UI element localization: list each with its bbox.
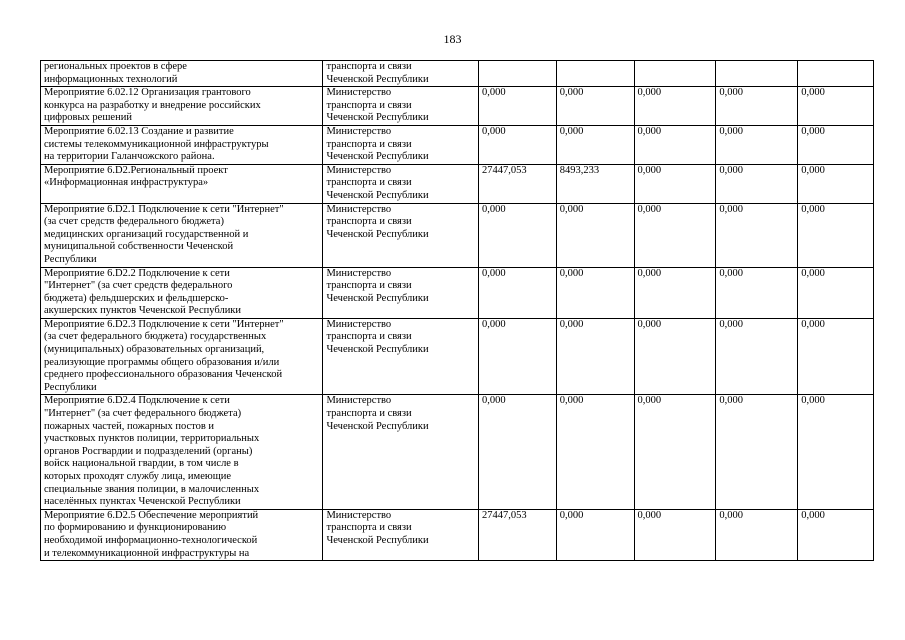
value-cell bbox=[478, 61, 556, 87]
value-cell: 0,000 bbox=[556, 509, 634, 560]
value-cell: 0,000 bbox=[478, 203, 556, 267]
value-cell: 0,000 bbox=[634, 267, 716, 318]
value-cell: 0,000 bbox=[716, 509, 798, 560]
executor-cell: Министерство транспорта и связи Чеченской Республики bbox=[323, 267, 479, 318]
measure-cell: Мероприятие 6.D2.3 Подключение к сети "Интернет" (за счет федерального бюджета) государственных (муниципальных) образовательных организаций, реализующие программы общего образования и/или среднего профессионального образования Чеченской Республики bbox=[41, 318, 323, 395]
table-row bbox=[41, 203, 874, 267]
value-cell: 0,000 bbox=[798, 509, 874, 560]
value-cell: 0,000 bbox=[634, 395, 716, 509]
table-row bbox=[41, 395, 874, 509]
value-cell: 0,000 bbox=[634, 318, 716, 395]
measure-cell: региональных проектов в сфере информационных технологий bbox=[41, 61, 323, 87]
measure-cell: Мероприятие 6.02.13 Создание и развитие системы телекоммуникационной инфраструктуры на территории Галанчожского района. bbox=[41, 125, 323, 164]
value-cell: 0,000 bbox=[798, 267, 874, 318]
value-cell: 0,000 bbox=[798, 318, 874, 395]
value-cell: 27447,053 bbox=[478, 509, 556, 560]
value-cell: 0,000 bbox=[716, 203, 798, 267]
table-row bbox=[41, 164, 874, 203]
table-row bbox=[41, 125, 874, 164]
value-cell: 0,000 bbox=[716, 395, 798, 509]
executor-cell: Министерство транспорта и связи Чеченской Республики bbox=[323, 164, 479, 203]
value-cell: 0,000 bbox=[716, 87, 798, 126]
measure-cell: Мероприятие 6.D2.5 Обеспечение мероприятий по формированию и функционированию необходимой информационно-технологической и телекоммуникационной инфраструктуры на bbox=[41, 509, 323, 560]
executor-cell: транспорта и связи Чеченской Республики bbox=[323, 61, 479, 87]
value-cell: 0,000 bbox=[556, 318, 634, 395]
value-cell: 0,000 bbox=[556, 125, 634, 164]
value-cell bbox=[798, 61, 874, 87]
value-cell: 0,000 bbox=[478, 267, 556, 318]
table-row bbox=[41, 267, 874, 318]
table-row bbox=[41, 61, 874, 87]
measure-cell: Мероприятие 6.D2.1 Подключение к сети "Интернет" (за счет средств федерального бюджета) медицинских организаций государственной и муниципальной собственности Чеченской Республики bbox=[41, 203, 323, 267]
value-cell: 8493,233 bbox=[556, 164, 634, 203]
value-cell: 0,000 bbox=[798, 125, 874, 164]
value-cell: 27447,053 bbox=[478, 164, 556, 203]
value-cell bbox=[556, 61, 634, 87]
executor-cell: Министерство транспорта и связи Чеченской Республики bbox=[323, 125, 479, 164]
value-cell bbox=[716, 61, 798, 87]
executor-cell: Министерство транспорта и связи Чеченской Республики bbox=[323, 395, 479, 509]
executor-cell: Министерство транспорта и связи Чеченской Республики bbox=[323, 87, 479, 126]
table-row bbox=[41, 87, 874, 126]
value-cell: 0,000 bbox=[556, 87, 634, 126]
page-number: 183 bbox=[443, 32, 462, 46]
program-measures-table bbox=[40, 60, 874, 561]
value-cell: 0,000 bbox=[798, 203, 874, 267]
value-cell: 0,000 bbox=[634, 125, 716, 164]
executor-cell: Министерство транспорта и связи Чеченской Республики bbox=[323, 318, 479, 395]
table-row bbox=[41, 509, 874, 560]
measure-cell: Мероприятие 6.D2.Региональный проект «Информационная инфраструктура» bbox=[41, 164, 323, 203]
value-cell: 0,000 bbox=[716, 318, 798, 395]
measure-cell: Мероприятие 6.02.12 Организация грантового конкурса на разработку и внедрение российских цифровых решений bbox=[41, 87, 323, 126]
measure-cell: Мероприятие 6.D2.2 Подключение к сети "Интернет" (за счет средств федерального бюджета) фельдшерских и фельдшерско- акушерских пунктов Чеченской Республики bbox=[41, 267, 323, 318]
executor-cell: Министерство транспорта и связи Чеченской Республики bbox=[323, 509, 479, 560]
value-cell: 0,000 bbox=[798, 395, 874, 509]
value-cell: 0,000 bbox=[478, 395, 556, 509]
value-cell: 0,000 bbox=[478, 87, 556, 126]
measure-cell: Мероприятие 6.D2.4 Подключение к сети "Интернет" (за счет федерального бюджета) пожарных частей, пожарных постов и участковых пунктов полиции, территориальных органов Росгвардии и подразделений (органы) войск национальной гвардии, в том числе в которых проходят службу лица, имеющие специальные звания полиции, в малочисленных населённых пунктах Чеченской Республики bbox=[41, 395, 323, 509]
table-row bbox=[41, 318, 874, 395]
executor-cell: Министерство транспорта и связи Чеченской Республики bbox=[323, 203, 479, 267]
value-cell: 0,000 bbox=[478, 318, 556, 395]
value-cell: 0,000 bbox=[716, 164, 798, 203]
value-cell: 0,000 bbox=[556, 267, 634, 318]
value-cell: 0,000 bbox=[556, 203, 634, 267]
value-cell: 0,000 bbox=[798, 87, 874, 126]
value-cell: 0,000 bbox=[634, 164, 716, 203]
value-cell: 0,000 bbox=[478, 125, 556, 164]
value-cell: 0,000 bbox=[634, 509, 716, 560]
value-cell bbox=[634, 61, 716, 87]
value-cell: 0,000 bbox=[556, 395, 634, 509]
value-cell: 0,000 bbox=[798, 164, 874, 203]
value-cell: 0,000 bbox=[634, 87, 716, 126]
value-cell: 0,000 bbox=[716, 125, 798, 164]
value-cell: 0,000 bbox=[634, 203, 716, 267]
value-cell: 0,000 bbox=[716, 267, 798, 318]
